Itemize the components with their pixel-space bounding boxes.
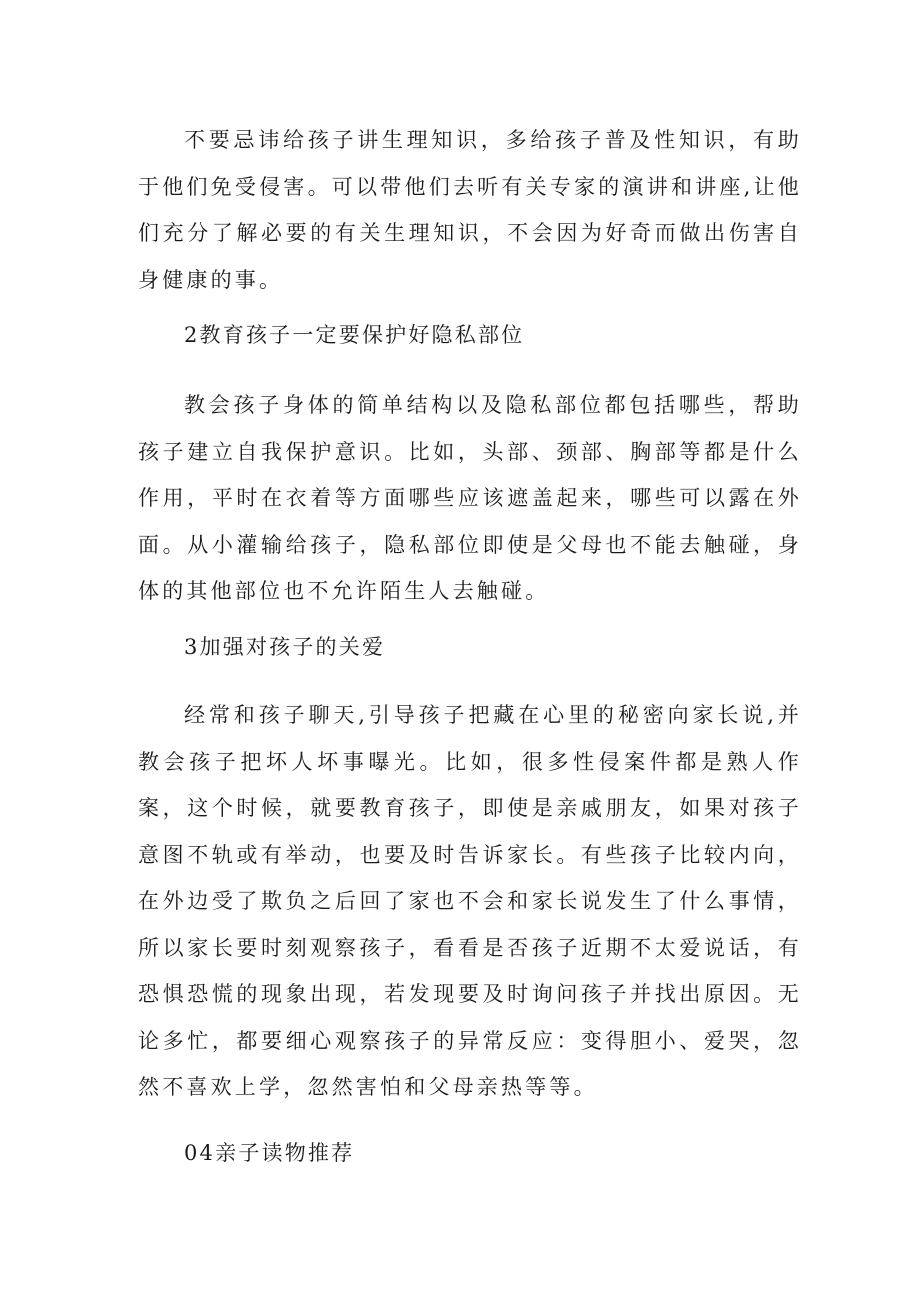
section-heading-care: 3加强对孩子的关爱 (184, 635, 386, 659)
section-heading-reading: 04亲子读物推荐 (184, 1141, 355, 1165)
paragraph-care: 经常和孩子聊天,引导孩子把藏在心里的秘密向家长说,并教会孩子把坏人坏事曝光。比如，很多性侵案件都是熟人作案，这个时候，就要教育孩子，即使是亲戚朋友，如果对孩子意图不轨或有举动，也要及时告诉家长。有些孩子比较内向，在外边受了欺负之后回了家也不会和家长说发生了什么事情，所以家长要时刻观察孩子，看看是否孩子近期不太爱说话，有恐惧恐慌的现象出现，若发现要及时询问孩子并找出原因。无论多忙，都要细心观察孩子的异常反应：变得胆小、爱哭，忽然不喜欢上学，忽然害怕和父母亲热等等。 (138, 703, 802, 1099)
paragraph-sex-education: 不要忌讳给孩子讲生理知识，多给孩子普及性知识，有助于他们免受侵害。可以带他们去听有关专家的演讲和讲座,让他们充分了解必要的有关生理知识，不会因为好奇而做出伤害自身健康的事。 (138, 128, 802, 292)
paragraph-privacy-parts: 教会孩子身体的简单结构以及隐私部位都包括哪些，帮助孩子建立自我保护意识。比如，头部、颈部、胸部等都是什么作用，平时在衣着等方面哪些应该遮盖起来，哪些可以露在外面。从小灌输给孩子，隐私部位即使是父母也不能去触碰，身体的其他部位也不允许陌生人去触碰。 (138, 393, 802, 603)
section-heading-privacy: 2教育孩子一定要保护好隐私部位 (184, 323, 525, 347)
